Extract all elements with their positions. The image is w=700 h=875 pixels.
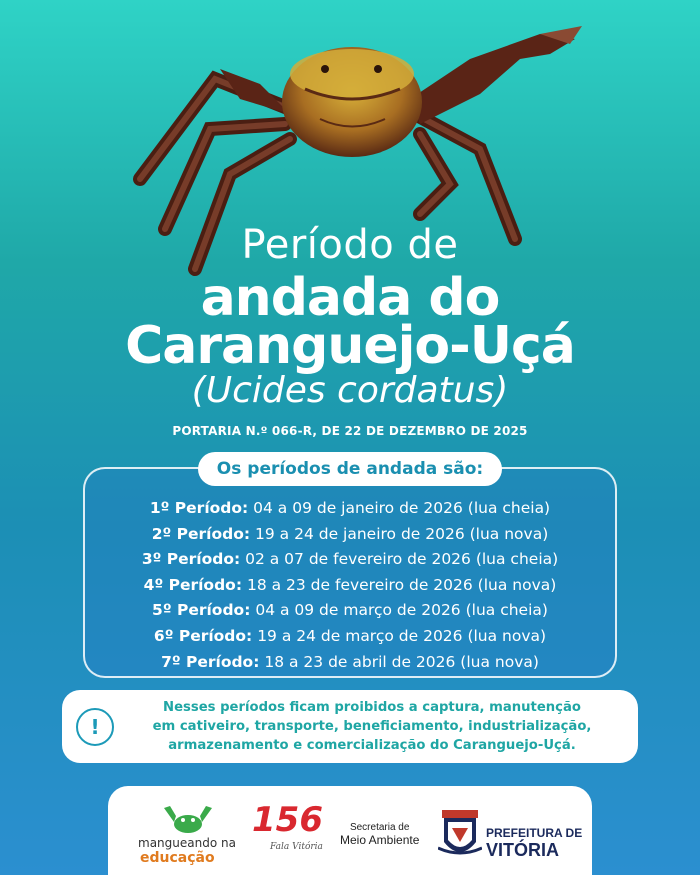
period-item-5 (83, 598, 617, 624)
period-item-4 (83, 573, 617, 599)
secretaria-line-2: Meio Ambiente (340, 833, 420, 847)
logo-156-sub: Fala Vitória (270, 842, 323, 852)
notice-line-3: armazenamento e comercialização do Caranguejo-Uçá. (168, 738, 576, 753)
fala-vitoria-logo (248, 800, 328, 860)
period-item-6 (83, 624, 617, 650)
prohibition-notice (62, 690, 638, 763)
footer-logos (108, 786, 592, 875)
title-line-3: Caranguejo-Uçá (125, 316, 575, 376)
notice-text (122, 698, 622, 755)
period-text: 18 a 23 de abril de 2026 (lua nova) (264, 652, 539, 671)
prefeitura-line-1: PREFEITURA DE (486, 826, 583, 840)
secretaria-logo (340, 822, 419, 847)
period-item-7 (83, 650, 617, 676)
period-text: 04 a 09 de janeiro de 2026 (lua cheia) (253, 499, 551, 517)
mangueando-line-1: mangueando na (138, 836, 236, 850)
periods-heading: Os períodos de andada são: (198, 452, 502, 486)
prefeitura-line-2: VITÓRIA (486, 840, 560, 860)
crab-logo-icon (158, 802, 218, 836)
period-item-1 (83, 496, 617, 522)
prefeitura-logo (438, 808, 588, 868)
period-text: 19 a 24 de janeiro de 2026 (lua nova) (255, 524, 549, 543)
period-label: 3º Período: (141, 550, 241, 569)
portaria-reference: PORTARIA N.º 066-R, DE 22 DE DEZEMBRO DE 2025 (172, 424, 528, 438)
notice-line-2: em cativeiro, transporte, beneficiamento, industrialização, (152, 719, 592, 734)
period-list (83, 496, 617, 675)
title-line-1: Período de (241, 222, 459, 268)
scientific-name: (Ucides cordatus) (191, 370, 509, 411)
period-label: 4º Período: (143, 575, 243, 594)
notice-line-1: Nesses períodos ficam proibidos a captura, manutenção (163, 700, 581, 715)
logo-156-number: 156 (252, 800, 323, 840)
period-text: 19 a 24 de março de 2026 (lua nova) (257, 626, 547, 645)
period-text: 18 a 23 de fevereiro de 2026 (lua nova) (246, 575, 557, 594)
period-label: 6º Período: (153, 626, 253, 645)
period-item-2 (83, 522, 617, 548)
period-item-3 (83, 547, 617, 573)
exclamation-icon: ! (76, 708, 114, 746)
mangueando-line-2: educação (140, 850, 215, 866)
mangueando-logo (138, 802, 236, 866)
period-text: 02 a 07 de fevereiro de 2026 (lua cheia) (245, 550, 559, 569)
period-label: 2º Período: (151, 524, 251, 543)
title-line-2: andada do (200, 268, 500, 328)
period-label: 1º Período: (149, 499, 249, 517)
period-label: 5º Período: (152, 601, 251, 620)
secretaria-line-1: Secretaria de (349, 822, 410, 833)
coat-of-arms-icon (438, 808, 482, 864)
period-label: 7º Período: (161, 652, 260, 671)
period-text: 04 a 09 de março de 2026 (lua cheia) (255, 601, 548, 620)
